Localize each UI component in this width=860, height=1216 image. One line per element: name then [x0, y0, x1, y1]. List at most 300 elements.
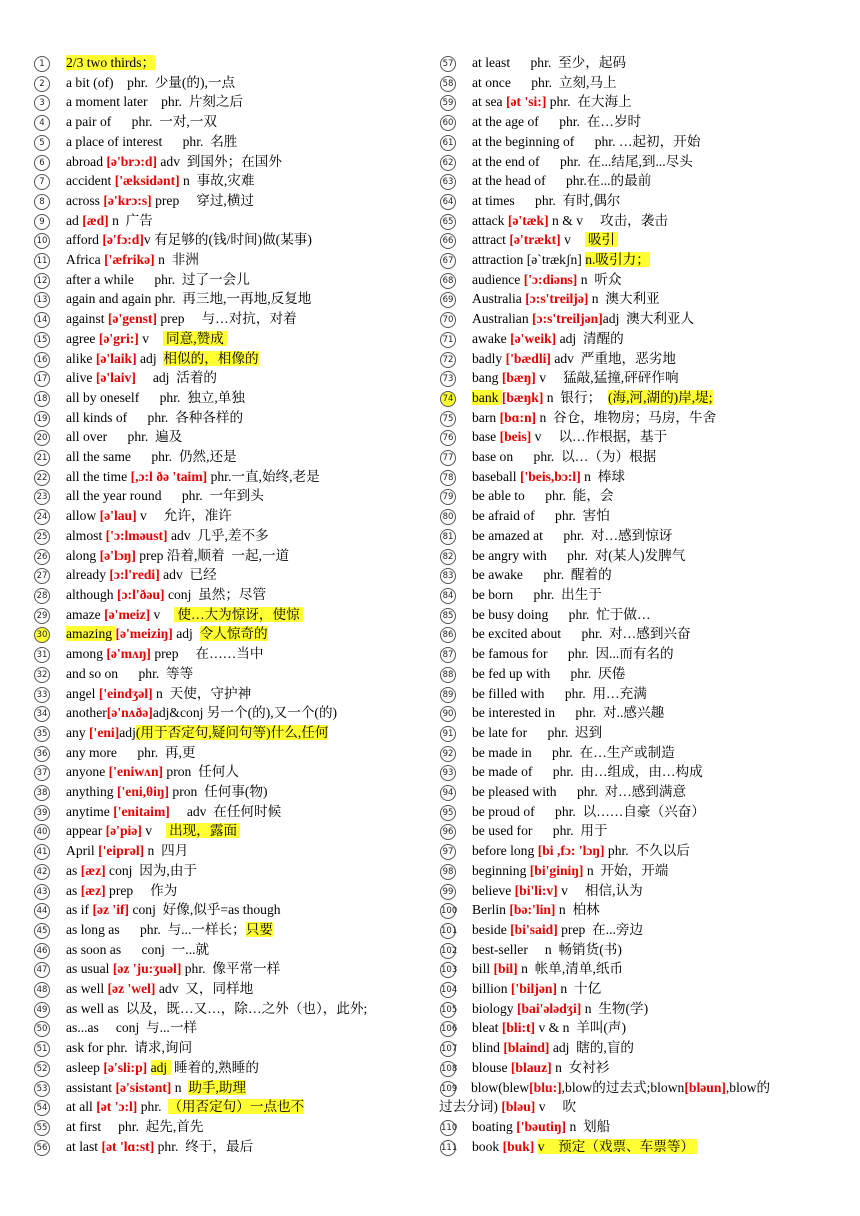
vocab-entry [34, 684, 434, 704]
entry-body [34, 644, 434, 664]
entry-body [34, 349, 434, 369]
vocab-entry [440, 289, 825, 309]
vocab-entry [34, 802, 434, 822]
entry-number: 43 [34, 884, 50, 900]
entry-number: 90 [440, 706, 456, 722]
entry-text: at least phr. 至少，起码 [472, 55, 627, 70]
entry-text: be born phr. 出生于 [472, 586, 602, 602]
entry-text: adj 清醒的 [556, 330, 624, 346]
entry-number: 47 [34, 962, 50, 978]
entry-text: across [66, 192, 104, 208]
entry-text: phr. 在大海上 [546, 94, 632, 110]
highlighted-text: 令人惊奇的 [199, 626, 268, 642]
entry-text: v 相信,认为 [557, 882, 643, 898]
entry-body [440, 585, 825, 605]
phonetic: [ə'piə] [105, 823, 142, 839]
vocab-entry [440, 861, 825, 881]
vocab-entry [34, 289, 434, 309]
highlighted-text: 2/3 two thirds； [66, 55, 156, 70]
entry-text: adj [136, 350, 164, 366]
entry-body [440, 821, 825, 841]
entry-body [440, 900, 825, 920]
entry-body [34, 73, 434, 93]
vocab-entry [440, 73, 825, 93]
vocab-entry [34, 408, 434, 428]
vocab-entry [440, 152, 825, 172]
entry-text: billion [472, 981, 511, 997]
entry-number: 84 [440, 588, 456, 604]
entry-number: 14 [34, 312, 50, 328]
entry-text: agree [66, 330, 99, 346]
phonetic: [əz 'if] [92, 902, 130, 918]
entry-text: n 广告 [108, 212, 153, 228]
vocab-entry [34, 1038, 434, 1058]
entry-body [440, 881, 825, 901]
entry-body [34, 979, 434, 999]
entry-text: a place of interest phr. 名胜 [66, 133, 238, 149]
entry-body [34, 802, 434, 822]
entry-number: 104 [440, 982, 456, 998]
phonetic: [bə:'lin] [509, 902, 556, 918]
vocab-entry [34, 171, 434, 191]
entry-number: 94 [440, 785, 456, 801]
phonetic: [ə'meiziŋ] [115, 626, 173, 642]
phonetic: [ə'laik] [95, 350, 137, 366]
entry-number: 1 [34, 56, 50, 72]
entry-text: all kinds of phr. 各种各样的 [66, 409, 244, 425]
entry-number: 29 [34, 608, 50, 624]
vocab-entry [440, 329, 825, 349]
entry-number: 111 [440, 1140, 456, 1156]
entry-number: 107 [440, 1041, 456, 1057]
entry-number: 66 [440, 233, 456, 249]
entry-text: ask for phr. 请求,询问 [66, 1040, 193, 1056]
entry-text: n 听众 [577, 271, 622, 287]
entry-text: Australian [472, 311, 533, 327]
entry-text: n [171, 1079, 189, 1095]
entry-number: 108 [440, 1061, 456, 1077]
entry-text: n 划船 [566, 1118, 611, 1134]
entry-text: n 事故,灾难 [179, 173, 255, 189]
entry-text: audience [472, 271, 524, 287]
entry-text: at sea [472, 94, 506, 110]
vocab-entry [34, 368, 434, 388]
entry-text: adj [119, 724, 136, 740]
phonetic: [blauz] [510, 1059, 552, 1075]
phonetic: ['eindʒəl] [98, 685, 153, 701]
entry-text: any [66, 724, 90, 740]
vocab-entry [440, 802, 825, 822]
entry-text: bill [472, 961, 494, 977]
entry-number: 100 [440, 903, 456, 919]
entry-body [440, 644, 825, 664]
entry-text: phr. 不久以后 [604, 843, 690, 859]
entry-body [34, 723, 434, 743]
entry-text: n & v 攻击，袭击 [548, 212, 668, 228]
entry-text: abroad [66, 153, 107, 169]
entry-body [34, 486, 434, 506]
phonetic: [ə'krɔ:s] [103, 192, 152, 208]
entry-text: believe [472, 882, 515, 898]
entry-body [440, 999, 825, 1019]
entry-text: as well [66, 981, 108, 997]
entry-text: n 澳大利亚 [588, 291, 660, 307]
vocab-entry [440, 447, 825, 467]
vocab-entry [34, 565, 434, 585]
phonetic: ['eni,θiŋ] [116, 784, 170, 800]
phonetic: [ə'gri:] [98, 330, 139, 346]
entry-body [34, 684, 434, 704]
phonetic: [ə'lau] [99, 508, 137, 524]
entry-body [440, 546, 825, 566]
vocab-entry [34, 526, 434, 546]
phonetic: [bæŋk] [501, 389, 544, 405]
entry-number: 86 [440, 627, 456, 643]
phonetic: [bli:t] [501, 1020, 536, 1036]
entry-number: 64 [440, 194, 456, 210]
entry-number: 69 [440, 292, 456, 308]
entry-body [440, 979, 825, 999]
entry-text: ,blow的 [725, 1079, 771, 1095]
entry-number: 71 [440, 332, 456, 348]
entry-body [34, 920, 434, 940]
entry-body [440, 1018, 825, 1038]
vocab-entry [34, 486, 434, 506]
entry-number: 3 [34, 95, 50, 111]
vocab-entry [440, 486, 825, 506]
entry-text: be famous for phr. 因...而有名的 [472, 646, 674, 662]
phonetic: ['æksidənt] [114, 173, 180, 189]
vocab-entry [440, 881, 825, 901]
highlighted-text: 吸引 [584, 232, 619, 248]
entry-body [34, 841, 434, 861]
vocab-entry [440, 585, 825, 605]
entry-number: 23 [34, 489, 50, 505]
entry-text: alive [66, 370, 96, 386]
entry-body [34, 624, 434, 644]
entry-body [440, 920, 825, 940]
entry-number: 7 [34, 174, 50, 190]
entry-text: phr. 像平常一样 [181, 961, 281, 977]
vocab-entry [440, 112, 825, 132]
entry-number: 53 [34, 1081, 50, 1097]
phonetic: ['biljən] [510, 981, 557, 997]
entry-text: beside [472, 921, 511, 937]
vocab-entry [34, 762, 434, 782]
entry-number: 65 [440, 214, 456, 230]
entry-text: pron 任何事(物) [169, 784, 268, 800]
vocab-entry [440, 703, 825, 723]
entry-body [34, 467, 434, 487]
entry-number: 93 [440, 765, 456, 781]
entry-number: 40 [34, 824, 50, 840]
highlighted-text: 相似的，相像的 [163, 350, 259, 366]
entry-number: 78 [440, 470, 456, 486]
entry-text: almost [66, 527, 106, 543]
entry-number: 76 [440, 430, 456, 446]
entry-text: assistant [66, 1079, 116, 1095]
entry-body [440, 132, 825, 152]
vocab-entry [440, 762, 825, 782]
entry-text: adv 几乎,差不多 [167, 527, 269, 543]
entry-text: asleep [66, 1059, 104, 1075]
phonetic: [ə'sli:p] [103, 1059, 148, 1075]
phonetic: [ɔ:s'treiljə] [525, 291, 589, 307]
entry-text: n 四月 [144, 843, 189, 859]
entry-body [440, 506, 825, 526]
entry-body [440, 447, 825, 467]
entry-number: 22 [34, 470, 50, 486]
phonetic: ['eniwʌn] [108, 764, 164, 780]
entry-text: among [66, 646, 107, 662]
vocab-entry [440, 1058, 825, 1078]
entry-number: 17 [34, 371, 50, 387]
phonetic: [buk] [502, 1138, 535, 1154]
entry-text: v & n 羊叫(声) [535, 1020, 627, 1036]
vocab-entry [440, 230, 825, 250]
entry-text: adv 在任何时候 [169, 803, 282, 819]
entry-number: 59 [440, 95, 456, 111]
vocab-entry [440, 605, 825, 625]
entry-text: anyone [66, 764, 109, 780]
entry-number: 92 [440, 746, 456, 762]
vocab-entry [440, 171, 825, 191]
entry-text: another [66, 705, 107, 721]
entry-body [440, 940, 825, 960]
entry-body [34, 289, 434, 309]
entry-text: as long as phr. 与...一样长； [66, 921, 246, 937]
entry-text: be busy doing phr. 忙于做… [472, 606, 651, 622]
vocab-entry [440, 920, 825, 940]
entry-body [34, 250, 434, 270]
entry-text: 睡着的,熟睡的 [170, 1059, 259, 1075]
entry-number: 41 [34, 844, 50, 860]
phonetic: [ɔ:l'ðəu] [116, 586, 165, 602]
entry-number: 81 [440, 529, 456, 545]
entry-text: all by oneself phr. 独立,单独 [66, 389, 245, 405]
vocab-entry [34, 506, 434, 526]
entry-text: blind [472, 1040, 504, 1056]
vocab-entry [440, 132, 825, 152]
vocab-entry [34, 270, 434, 290]
entry-body [34, 309, 434, 329]
entry-text: v [560, 232, 585, 248]
entry-body [34, 585, 434, 605]
entry-text: allow [66, 508, 100, 524]
phonetic: [əz 'ju:ʒuəl] [112, 961, 182, 977]
vocab-entry [440, 684, 825, 704]
entry-text: 过去分词) [439, 1099, 502, 1115]
entry-text: as usual [66, 961, 113, 977]
entry-number: 68 [440, 273, 456, 289]
vocab-entry [34, 999, 434, 1019]
entry-text: n 棒球 [580, 468, 625, 484]
entry-number: 80 [440, 509, 456, 525]
entry-body [34, 900, 434, 920]
entry-body [440, 349, 825, 369]
vocab-entry [34, 1117, 434, 1137]
vocab-entry [440, 940, 825, 960]
entry-text: n 银行； [543, 389, 608, 405]
entry-number: 32 [34, 667, 50, 683]
entry-text: adj [172, 626, 200, 642]
entry-body [440, 684, 825, 704]
phonetic: [bləu] [501, 1099, 536, 1115]
vocab-entry [34, 309, 434, 329]
entry-text: ad [66, 212, 83, 228]
entry-text: phr. [137, 1099, 169, 1115]
entry-text: angel [66, 685, 99, 701]
entry-body [440, 171, 825, 191]
entry-text: prep 作为 [105, 882, 178, 898]
entry-number: 33 [34, 687, 50, 703]
entry-number: 28 [34, 588, 50, 604]
entry-number: 106 [440, 1021, 456, 1037]
entry-text: phr. 终于，最后 [154, 1138, 254, 1154]
vocab-entry [440, 53, 825, 73]
vocab-entry [440, 427, 825, 447]
entry-text: at first phr. 起先,首先 [66, 1118, 204, 1134]
entry-number: 77 [440, 450, 456, 466]
vocab-entry [34, 821, 434, 841]
entry-body [440, 467, 825, 487]
entry-body [34, 881, 434, 901]
entry-body [440, 289, 825, 309]
entry-body [440, 723, 825, 743]
phonetic: [bi'said] [510, 921, 558, 937]
entry-text: as [66, 862, 81, 878]
entry-text: all the year round phr. 一年到头 [66, 488, 264, 504]
phonetic: [bi ,fɔ: 'lɔŋ] [537, 843, 605, 859]
entry-text: n 开始，开端 [583, 862, 669, 878]
entry-body [34, 605, 434, 625]
entry-body [440, 782, 825, 802]
entry-body [440, 152, 825, 172]
entry-text: be excited about phr. 对…感到兴奋 [472, 626, 691, 642]
vocab-entry [440, 565, 825, 585]
entry-text: be interested in phr. 对..感兴趣 [472, 705, 665, 721]
phonetic: [æz] [80, 862, 106, 878]
entry-body [440, 53, 825, 73]
phonetic: [əz 'wel] [107, 981, 156, 997]
entry-text: v 猛敲,猛撞,砰砰作响 [535, 370, 679, 386]
vocab-entry [34, 605, 434, 625]
entry-text: be made of phr. 由…组成，由…构成 [472, 764, 703, 780]
entry-number: 16 [34, 352, 50, 368]
entry-text: along [66, 547, 100, 563]
entry-number: 91 [440, 726, 456, 742]
entry-text: a moment later phr. 片刻之后 [66, 94, 244, 110]
entry-body [34, 999, 434, 1019]
entry-text: bang [472, 370, 502, 386]
vocab-entry [440, 211, 825, 231]
entry-body [440, 841, 825, 861]
vocab-entry [34, 1018, 434, 1038]
entry-number: 89 [440, 687, 456, 703]
phonetic: [bi'li:v] [514, 882, 558, 898]
entry-text: v 以…作根据，基于 [531, 429, 668, 445]
entry-text: v [150, 606, 174, 622]
entry-text: be used for phr. 用于 [472, 823, 608, 839]
entry-body [34, 270, 434, 290]
entry-body [34, 447, 434, 467]
entry-body [34, 762, 434, 782]
vocab-entry [34, 388, 434, 408]
entry-text: already [66, 567, 110, 583]
vocab-entry [34, 703, 434, 723]
phonetic: [ə'fɔ:d] [102, 232, 144, 248]
entry-body [440, 427, 825, 447]
entry-body [34, 1097, 434, 1117]
entry-body [34, 368, 434, 388]
vocab-entry [440, 1038, 825, 1058]
entry-body [440, 230, 825, 250]
entry-text: v 有足够的(钱/时间)做(某事) [143, 232, 312, 248]
highlighted-text: 同意,赞成 [162, 330, 228, 346]
phonetic: [ə'lɔŋ] [99, 547, 136, 563]
vocab-entry [440, 270, 825, 290]
entry-text: and so on phr. 等等 [66, 665, 194, 681]
entry-text: adv 严重地，恶劣地 [550, 350, 676, 366]
entry-text: adj&conj 另一个(的),又一个(的) [152, 705, 338, 721]
entry-text: attract [472, 232, 510, 248]
entry-text: be afraid of phr. 害怕 [472, 508, 610, 524]
phonetic: [bæŋ] [501, 370, 536, 386]
entry-number: 79 [440, 489, 456, 505]
entry-number: 34 [34, 706, 50, 722]
phonetic: [bɑ:n] [499, 409, 537, 425]
entry-body [34, 664, 434, 684]
entry-body [440, 762, 825, 782]
entry-body [34, 1078, 434, 1098]
vocab-entry [34, 1137, 434, 1157]
phonetic: [ə'brɔ:d] [106, 153, 157, 169]
entry-text: any more phr. 再,更 [66, 744, 196, 760]
entry-body [34, 171, 434, 191]
entry-text: baseball [472, 468, 520, 484]
vocab-entry [34, 349, 434, 369]
entry-text: be amazed at phr. 对…感到惊讶 [472, 527, 673, 543]
vocab-entry [440, 624, 825, 644]
entry-text: v [138, 330, 163, 346]
highlighted-text: 助手,助理 [188, 1079, 247, 1095]
vocab-entry [34, 73, 434, 93]
entry-text: as soon as conj 一...就 [66, 941, 210, 957]
entry-text: appear [66, 823, 106, 839]
phonetic: ['æfrikə] [104, 252, 155, 268]
entry-text: be angry with phr. 对(某人)发脾气 [472, 547, 686, 563]
entry-text: awake [472, 330, 511, 346]
entry-number: 46 [34, 943, 50, 959]
phonetic: ['bædli] [505, 350, 551, 366]
entry-text: be filled with phr. 用…充满 [472, 685, 647, 701]
entry-text: after a while phr. 过了一会儿 [66, 271, 250, 287]
vocab-entry [440, 309, 825, 329]
entry-text: at times phr. 有时,偶尔 [472, 192, 621, 208]
phonetic: [ət 'lɑ:st] [101, 1138, 155, 1154]
entry-text: before long [472, 843, 538, 859]
vocab-entry [440, 191, 825, 211]
entry-text: conj 好像,似乎=as though [129, 902, 281, 918]
entry-body [440, 565, 825, 585]
vocab-entry [440, 979, 825, 999]
entry-text: blow(blew [471, 1079, 530, 1095]
entry-body [34, 132, 434, 152]
phonetic: [bil] [493, 961, 518, 977]
entry-number: 2 [34, 76, 50, 92]
entry-body [34, 940, 434, 960]
entry-number: 82 [440, 549, 456, 565]
